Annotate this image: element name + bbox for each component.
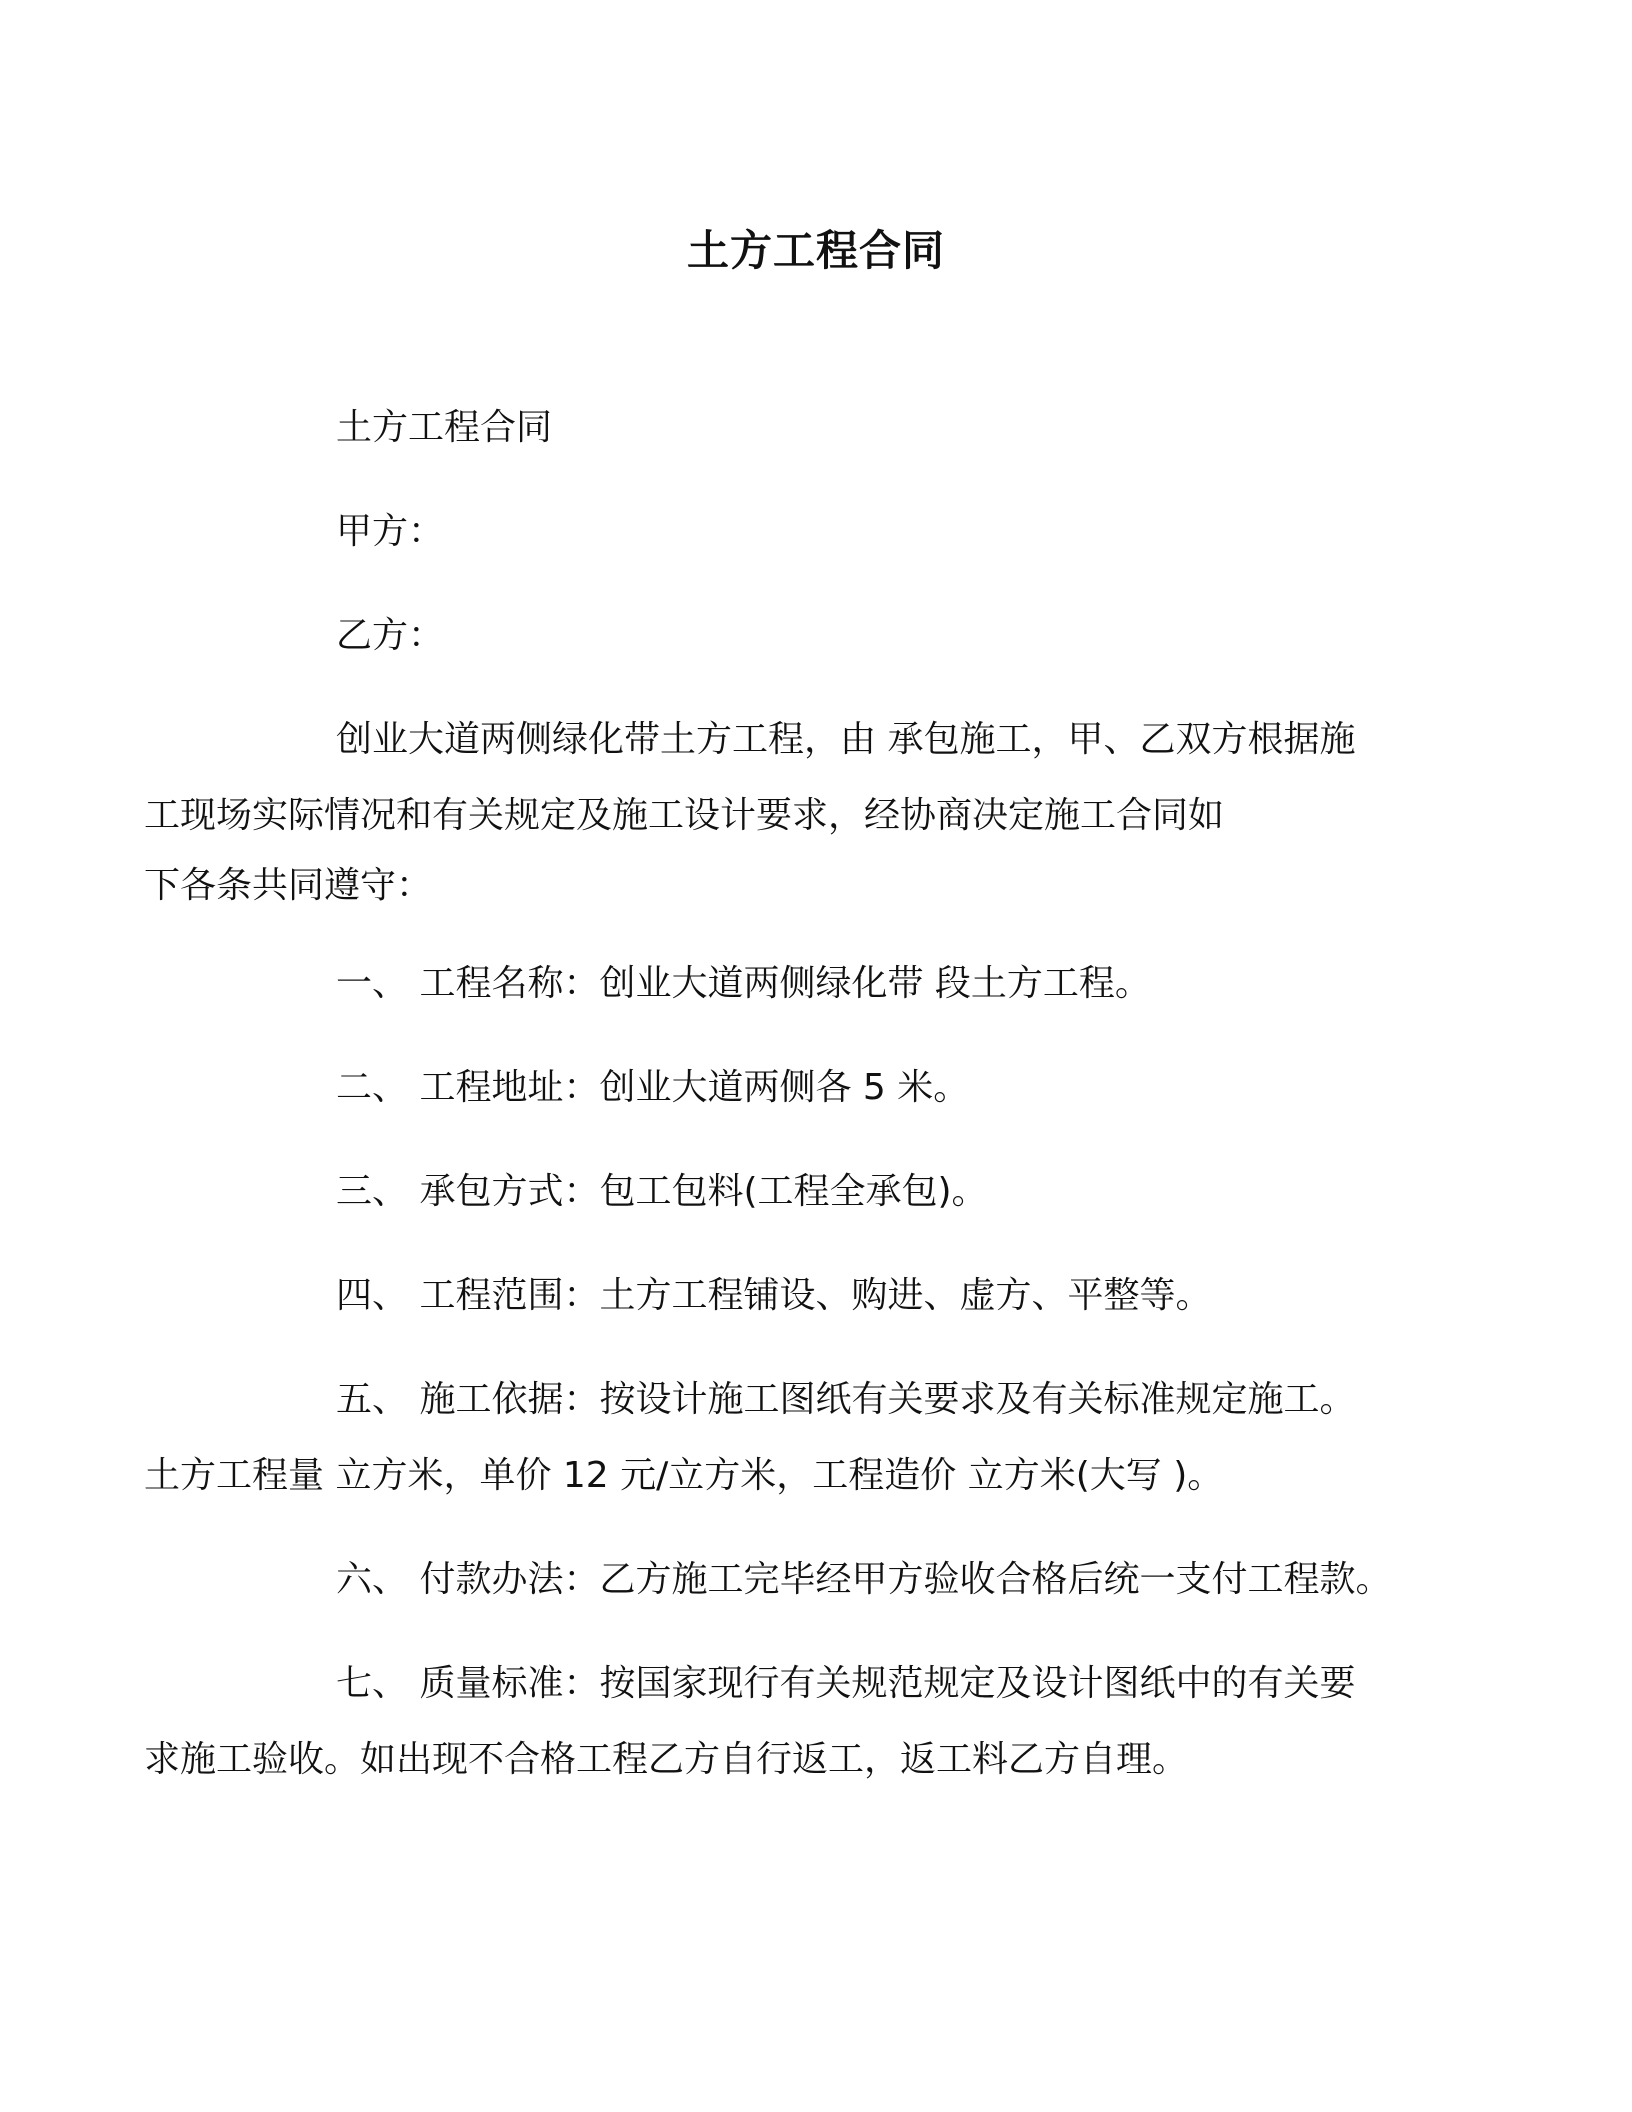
clause-7-line-1: 七、 质量标准：按国家现行有关规范规定及设计图纸中的有关要 (336, 1663, 1356, 1704)
clause-7-paragraph (144, 1646, 1420, 1798)
clause-4-paragraph (240, 1258, 1420, 1334)
clause-5-paragraph (144, 1362, 1420, 1514)
clause-4-line: 四、 工程范围：土方工程铺设、购进、虚方、平整等。 (336, 1275, 1212, 1316)
party-b-paragraph (240, 598, 1420, 674)
party-a-line: 甲方： (336, 511, 445, 552)
clause-1-paragraph (240, 946, 1420, 1022)
clause-6-paragraph (240, 1542, 1420, 1618)
party-b-line: 乙方： (336, 615, 445, 656)
document-body (144, 390, 1420, 1826)
clause-3-paragraph (240, 1154, 1420, 1230)
document-title: 土方工程合同 (686, 226, 945, 275)
clause-6-line: 六、 付款办法：乙方施工完毕经甲方验收合格后统一支付工程款。 (336, 1559, 1392, 1600)
clause-3-line: 三、 承包方式：包工包料(工程全承包)。 (336, 1171, 988, 1212)
clause-2-line: 二、 工程地址：创业大道两侧各 5 米。 (336, 1067, 970, 1108)
clause-1-line: 一、 工程名称：创业大道两侧绿化带 段土方工程。 (336, 963, 1151, 1004)
subtitle-paragraph (240, 390, 1420, 466)
clause-2-paragraph (240, 1050, 1420, 1126)
intro-paragraph (144, 702, 1420, 918)
party-a-paragraph (240, 494, 1420, 570)
intro-line-3: 下各条共同遵守： (144, 865, 433, 906)
intro-line-2: 工现场实际情况和有关规定及施工设计要求，经协商决定施工合同如 (144, 795, 1225, 836)
intro-line-1: 创业大道两侧绿化带土方工程，由 承包施工，甲、乙双方根据施 (336, 719, 1356, 760)
subtitle-line: 土方工程合同 (336, 407, 553, 448)
clause-5-line-1: 五、 施工依据：按设计施工图纸有关要求及有关标准规定施工。 (336, 1379, 1356, 1420)
clause-5-line-2: 土方工程量 立方米，单价 12 元/立方米，工程造价 立方米(大写 )。 (144, 1455, 1224, 1496)
clause-7-line-2: 求施工验收。如出现不合格工程乙方自行返工，返工料乙方自理。 (144, 1739, 1189, 1780)
